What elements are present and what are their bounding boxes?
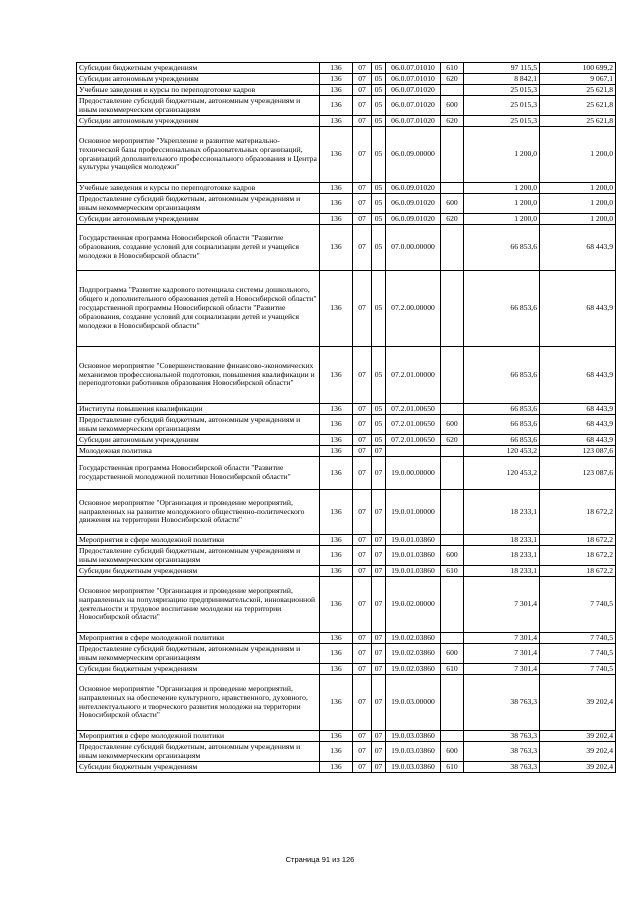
row-amount-year1: 1 200,0	[464, 183, 540, 194]
row-grbs: 136	[320, 633, 353, 644]
row-razdel: 07	[353, 415, 372, 435]
row-grbs: 136	[320, 116, 353, 127]
row-amount-year2: 123 087,6	[540, 446, 616, 457]
row-amount-year1: 38 763,3	[464, 731, 540, 742]
row-vr	[441, 675, 464, 731]
row-grbs: 136	[320, 546, 353, 566]
table-row	[77, 577, 616, 633]
row-csr: 19.0.02.03860	[386, 644, 441, 664]
row-amount-year1: 1 200,0	[464, 214, 540, 225]
row-csr: 06.0.09.01020	[386, 214, 441, 225]
table-row	[77, 675, 616, 731]
table-row	[77, 546, 616, 566]
row-csr: 19.0.03.00000	[386, 675, 441, 731]
row-podrazdel: 07	[372, 633, 386, 644]
row-grbs: 136	[320, 457, 353, 490]
row-grbs: 136	[320, 127, 353, 183]
row-vr: 620	[441, 74, 464, 85]
row-amount-year1: 66 853,6	[464, 271, 540, 347]
row-name: Учебные заведения и курсы по переподготовке кадров	[77, 183, 320, 194]
row-name: Субсидии бюджетным учреждениям	[77, 566, 320, 577]
row-razdel: 07	[353, 63, 372, 74]
row-vr: 620	[441, 116, 464, 127]
row-vr: 600	[441, 644, 464, 664]
row-csr: 06.0.09.01020	[386, 194, 441, 214]
row-grbs: 136	[320, 183, 353, 194]
row-vr	[441, 127, 464, 183]
row-csr: 19.0.02.00000	[386, 577, 441, 633]
row-grbs: 136	[320, 675, 353, 731]
row-amount-year1: 66 853,6	[464, 225, 540, 271]
row-vr	[441, 404, 464, 415]
row-csr: 07.2.01.00650	[386, 435, 441, 446]
row-name: Субсидии автономным учреждениям	[77, 214, 320, 225]
row-name: Институты повышения квалификации	[77, 404, 320, 415]
row-razdel: 07	[353, 183, 372, 194]
row-amount-year2: 18 672,2	[540, 546, 616, 566]
row-csr: 06.0.07.01020	[386, 85, 441, 96]
row-razdel: 07	[353, 566, 372, 577]
row-amount-year1: 66 853,6	[464, 347, 540, 404]
row-name: Предоставление субсидий бюджетным, автономным учреждениям и иным некоммерческим организациям	[77, 546, 320, 566]
row-grbs: 136	[320, 63, 353, 74]
row-amount-year2: 18 672,2	[540, 535, 616, 546]
row-podrazdel: 07	[372, 762, 386, 773]
row-csr: 19.0.03.03860	[386, 731, 441, 742]
row-grbs: 136	[320, 742, 353, 762]
row-name: Субсидии автономным учреждениям	[77, 116, 320, 127]
table-row	[77, 731, 616, 742]
table-row	[77, 85, 616, 96]
row-grbs: 136	[320, 577, 353, 633]
row-vr: 610	[441, 664, 464, 675]
row-amount-year2: 7 740,5	[540, 633, 616, 644]
row-razdel: 07	[353, 347, 372, 404]
row-vr	[441, 457, 464, 490]
row-vr	[441, 633, 464, 644]
row-razdel: 07	[353, 577, 372, 633]
row-podrazdel: 05	[372, 347, 386, 404]
row-csr: 06.0.07.01010	[386, 63, 441, 74]
row-podrazdel: 07	[372, 535, 386, 546]
row-amount-year1: 120 453,2	[464, 446, 540, 457]
row-amount-year1: 66 853,6	[464, 415, 540, 435]
row-amount-year2: 68 443,9	[540, 347, 616, 404]
row-grbs: 136	[320, 415, 353, 435]
row-amount-year1: 1 200,0	[464, 194, 540, 214]
table-row	[77, 490, 616, 535]
row-vr	[441, 731, 464, 742]
row-grbs: 136	[320, 762, 353, 773]
row-vr	[441, 446, 464, 457]
row-amount-year1: 97 115,5	[464, 63, 540, 74]
row-razdel: 07	[353, 675, 372, 731]
table-row	[77, 457, 616, 490]
row-podrazdel: 05	[372, 194, 386, 214]
table-row	[77, 194, 616, 214]
row-name: Мероприятия в сфере молодежной политики	[77, 731, 320, 742]
row-name: Субсидии бюджетным учреждениям	[77, 762, 320, 773]
table-body	[77, 63, 616, 773]
row-razdel: 07	[353, 762, 372, 773]
row-razdel: 07	[353, 742, 372, 762]
row-razdel: 07	[353, 271, 372, 347]
table-row	[77, 446, 616, 457]
row-amount-year1: 8 842,1	[464, 74, 540, 85]
row-amount-year2: 123 087,6	[540, 457, 616, 490]
table-row	[77, 96, 616, 116]
row-vr	[441, 347, 464, 404]
row-vr	[441, 183, 464, 194]
row-razdel: 07	[353, 116, 372, 127]
row-name: Мероприятия в сфере молодежной политики	[77, 633, 320, 644]
row-podrazdel: 07	[372, 577, 386, 633]
row-podrazdel: 07	[372, 742, 386, 762]
row-podrazdel: 07	[372, 644, 386, 664]
row-csr: 19.0.01.00000	[386, 490, 441, 535]
row-csr: 19.0.03.03860	[386, 742, 441, 762]
table-row	[77, 404, 616, 415]
row-amount-year2: 1 200,0	[540, 194, 616, 214]
row-razdel: 07	[353, 85, 372, 96]
row-grbs: 136	[320, 644, 353, 664]
table-row	[77, 347, 616, 404]
table-row	[77, 63, 616, 74]
row-csr: 07.2.00.00000	[386, 271, 441, 347]
row-csr: 19.0.01.03860	[386, 546, 441, 566]
row-amount-year1: 66 853,6	[464, 404, 540, 415]
row-vr: 620	[441, 214, 464, 225]
row-csr: 06.0.07.01020	[386, 116, 441, 127]
row-vr	[441, 490, 464, 535]
row-podrazdel: 05	[372, 74, 386, 85]
row-amount-year2: 7 740,5	[540, 644, 616, 664]
row-podrazdel: 07	[372, 490, 386, 535]
row-vr: 600	[441, 742, 464, 762]
row-csr: 06.0.09.00000	[386, 127, 441, 183]
row-amount-year2: 1 200,0	[540, 127, 616, 183]
row-amount-year1: 38 763,3	[464, 742, 540, 762]
row-podrazdel: 05	[372, 415, 386, 435]
row-name: Предоставление субсидий бюджетным, автономным учреждениям и иным некоммерческим организациям	[77, 194, 320, 214]
row-amount-year2: 39 202,4	[540, 675, 616, 731]
row-grbs: 136	[320, 347, 353, 404]
row-razdel: 07	[353, 194, 372, 214]
row-grbs: 136	[320, 194, 353, 214]
row-name: Предоставление субсидий бюджетным, автономным учреждениям и иным некоммерческим организациям	[77, 742, 320, 762]
row-amount-year1: 25 015,3	[464, 116, 540, 127]
row-csr: 19.0.03.03860	[386, 762, 441, 773]
table-row	[77, 664, 616, 675]
row-razdel: 07	[353, 96, 372, 116]
table-row	[77, 566, 616, 577]
row-podrazdel: 07	[372, 731, 386, 742]
row-vr	[441, 225, 464, 271]
table-row	[77, 74, 616, 85]
row-name: Мероприятия в сфере молодежной политики	[77, 535, 320, 546]
row-podrazdel: 05	[372, 404, 386, 415]
row-vr: 620	[441, 435, 464, 446]
row-razdel: 07	[353, 731, 372, 742]
row-razdel: 07	[353, 127, 372, 183]
row-razdel: 07	[353, 644, 372, 664]
row-name: Субсидии автономным учреждениям	[77, 435, 320, 446]
row-amount-year1: 38 763,3	[464, 762, 540, 773]
row-amount-year1: 120 453,2	[464, 457, 540, 490]
row-name: Государственная программа Новосибирской области "Развитие образования, создание условий для социализации детей и учащейся молодежи в Новосибирской области"	[77, 225, 320, 271]
row-vr: 600	[441, 415, 464, 435]
row-amount-year1: 7 301,4	[464, 644, 540, 664]
row-vr	[441, 535, 464, 546]
row-razdel: 07	[353, 490, 372, 535]
row-grbs: 136	[320, 404, 353, 415]
table-row	[77, 127, 616, 183]
row-name: Основное мероприятие "Организация и проведение мероприятий, направленных на развитие молодежного общественно-политического движения на территории Новосибирской области"	[77, 490, 320, 535]
row-csr: 19.0.02.03860	[386, 633, 441, 644]
row-amount-year2: 1 200,0	[540, 183, 616, 194]
row-name: Субсидии бюджетным учреждениям	[77, 63, 320, 74]
row-amount-year2: 68 443,9	[540, 415, 616, 435]
row-razdel: 07	[353, 633, 372, 644]
row-podrazdel: 05	[372, 435, 386, 446]
row-vr: 600	[441, 546, 464, 566]
row-grbs: 136	[320, 85, 353, 96]
row-razdel: 07	[353, 457, 372, 490]
row-razdel: 07	[353, 404, 372, 415]
row-grbs: 136	[320, 490, 353, 535]
row-grbs: 136	[320, 446, 353, 457]
row-name: Субсидии автономным учреждениям	[77, 74, 320, 85]
row-vr: 600	[441, 194, 464, 214]
row-amount-year2: 25 621,8	[540, 96, 616, 116]
row-podrazdel: 05	[372, 116, 386, 127]
row-podrazdel: 05	[372, 63, 386, 74]
row-grbs: 136	[320, 225, 353, 271]
row-csr: 07.2.01.00650	[386, 415, 441, 435]
row-grbs: 136	[320, 664, 353, 675]
row-csr	[386, 446, 441, 457]
row-grbs: 136	[320, 535, 353, 546]
row-name: Субсидии бюджетным учреждениям	[77, 664, 320, 675]
row-amount-year2: 68 443,9	[540, 435, 616, 446]
row-amount-year1: 7 301,4	[464, 633, 540, 644]
row-csr: 19.0.02.03860	[386, 664, 441, 675]
row-vr	[441, 271, 464, 347]
row-podrazdel: 07	[372, 664, 386, 675]
row-name: Основное мероприятие "Совершенствование финансово-экономических механизмов профессиональной подготовки, повышения квалификации и переподготовки работников образования Новосибирской области"	[77, 347, 320, 404]
row-amount-year2: 18 672,2	[540, 490, 616, 535]
table-row	[77, 415, 616, 435]
row-vr	[441, 85, 464, 96]
row-csr: 07.0.00.00000	[386, 225, 441, 271]
row-podrazdel: 05	[372, 96, 386, 116]
row-name: Предоставление субсидий бюджетным, автономным учреждениям и иным некоммерческим организациям	[77, 415, 320, 435]
row-podrazdel: 05	[372, 127, 386, 183]
row-name: Основное мероприятие "Укрепление и развитие материально-технической базы профессиональных образовательных организаций, организаций дополнительного профессионального образования и Центра культуры учащейся молодежи"	[77, 127, 320, 183]
row-name: Предоставление субсидий бюджетным, автономным учреждениям и иным некоммерческим организациям	[77, 644, 320, 664]
row-razdel: 07	[353, 214, 372, 225]
row-name: Предоставление субсидий бюджетным, автономным учреждениям и иным некоммерческим организациям	[77, 96, 320, 116]
row-amount-year2: 68 443,9	[540, 271, 616, 347]
row-csr: 06.0.07.01010	[386, 74, 441, 85]
row-podrazdel: 05	[372, 225, 386, 271]
row-name: Молодежная политика	[77, 446, 320, 457]
row-amount-year2: 25 621,8	[540, 85, 616, 96]
row-amount-year2: 68 443,9	[540, 225, 616, 271]
row-name: Основное мероприятие "Организация и проведение мероприятий, направленных на популяризацию предпринимательской, инновационной деятельности и трудовое воспитание молодежи на территории Новосибирской области"	[77, 577, 320, 633]
row-podrazdel: 07	[372, 546, 386, 566]
table-row	[77, 762, 616, 773]
row-podrazdel: 07	[372, 675, 386, 731]
row-name: Государственная программа Новосибирской области "Развитие государственной молодежной политики Новосибирской области"	[77, 457, 320, 490]
row-name: Основное мероприятие "Организация и проведение мероприятий, направленных на обеспечение культурного, нравственного, духовного, интеллектуального и творческого развития молодежи на территории Новосибирской области"	[77, 675, 320, 731]
row-amount-year1: 7 301,4	[464, 664, 540, 675]
row-amount-year2: 1 200,0	[540, 214, 616, 225]
table-row	[77, 225, 616, 271]
table-row	[77, 535, 616, 546]
row-amount-year2: 39 202,4	[540, 762, 616, 773]
row-csr: 06.0.09.01020	[386, 183, 441, 194]
row-csr: 19.0.00.00000	[386, 457, 441, 490]
row-amount-year2: 39 202,4	[540, 731, 616, 742]
table-row	[77, 742, 616, 762]
table-row	[77, 271, 616, 347]
table-row	[77, 116, 616, 127]
row-amount-year1: 18 233,1	[464, 566, 540, 577]
row-podrazdel: 05	[372, 85, 386, 96]
row-amount-year2: 18 672,2	[540, 566, 616, 577]
row-amount-year2: 7 740,5	[540, 577, 616, 633]
row-amount-year1: 18 233,1	[464, 535, 540, 546]
row-csr: 06.0.07.01020	[386, 96, 441, 116]
row-amount-year1: 18 233,1	[464, 490, 540, 535]
row-razdel: 07	[353, 535, 372, 546]
row-name: Подпрограмма "Развитие кадрового потенциала системы дошкольного, общего и дополнительного образования детей в Новосибирской области" государственной программы Новосибирской области "Развитие образования, создание условий для социализации детей и учащейся молодежи в Новосибирской области"	[77, 271, 320, 347]
row-vr: 610	[441, 762, 464, 773]
row-razdel: 07	[353, 664, 372, 675]
row-podrazdel: 07	[372, 457, 386, 490]
row-razdel: 07	[353, 225, 372, 271]
row-grbs: 136	[320, 271, 353, 347]
row-amount-year2: 25 621,8	[540, 116, 616, 127]
row-podrazdel: 05	[372, 214, 386, 225]
row-grbs: 136	[320, 74, 353, 85]
row-amount-year1: 25 015,3	[464, 85, 540, 96]
row-vr: 600	[441, 96, 464, 116]
row-grbs: 136	[320, 96, 353, 116]
budget-table	[76, 62, 616, 773]
row-podrazdel: 07	[372, 446, 386, 457]
row-amount-year2: 39 202,4	[540, 742, 616, 762]
row-vr	[441, 577, 464, 633]
row-grbs: 136	[320, 731, 353, 742]
row-amount-year2: 68 443,9	[540, 404, 616, 415]
page-footer: Страница 91 из 126	[285, 855, 355, 864]
row-grbs: 136	[320, 566, 353, 577]
row-vr: 610	[441, 566, 464, 577]
row-razdel: 07	[353, 446, 372, 457]
row-csr: 19.0.01.03860	[386, 566, 441, 577]
row-csr: 07.2.01.00650	[386, 404, 441, 415]
table-row	[77, 214, 616, 225]
row-amount-year2: 7 740,5	[540, 664, 616, 675]
row-amount-year2: 100 699,2	[540, 63, 616, 74]
table-row	[77, 435, 616, 446]
table-row	[77, 183, 616, 194]
table-row	[77, 644, 616, 664]
row-amount-year1: 1 200,0	[464, 127, 540, 183]
row-amount-year1: 66 853,6	[464, 435, 540, 446]
row-csr: 19.0.01.03860	[386, 535, 441, 546]
row-amount-year2: 9 067,1	[540, 74, 616, 85]
row-grbs: 136	[320, 435, 353, 446]
row-vr: 610	[441, 63, 464, 74]
row-amount-year1: 18 233,1	[464, 546, 540, 566]
row-razdel: 07	[353, 546, 372, 566]
row-csr: 07.2.01.00000	[386, 347, 441, 404]
row-podrazdel: 05	[372, 271, 386, 347]
row-podrazdel: 07	[372, 566, 386, 577]
row-grbs: 136	[320, 214, 353, 225]
row-name: Учебные заведения и курсы по переподготовке кадров	[77, 85, 320, 96]
row-razdel: 07	[353, 435, 372, 446]
row-amount-year1: 7 301,4	[464, 577, 540, 633]
row-razdel: 07	[353, 74, 372, 85]
row-podrazdel: 05	[372, 183, 386, 194]
table-row	[77, 633, 616, 644]
row-amount-year1: 38 763,3	[464, 675, 540, 731]
row-amount-year1: 25 015,3	[464, 96, 540, 116]
